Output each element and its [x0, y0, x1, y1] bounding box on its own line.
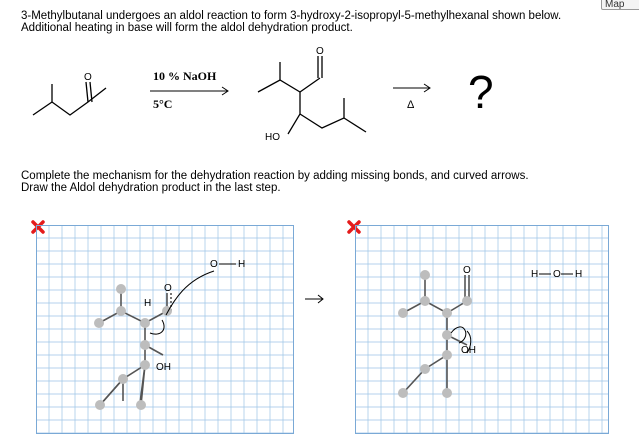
carbonyl-oxygen: O: [164, 283, 172, 294]
product-carbonyl-oxygen-label: O: [316, 46, 324, 57]
alpha-hydrogen: H: [144, 298, 152, 309]
reagent-label: 10 % NaOH: [153, 69, 217, 83]
reaction-scheme: [0, 40, 639, 170]
instructions-line-2: Draw the Aldol dehydration product in the last step.: [21, 182, 281, 194]
delta-label: Δ: [407, 99, 415, 111]
carbonyl-oxygen-label: O: [84, 72, 92, 83]
intro-line-1: 3-Methylbutanal undergoes an aldol reaction to form 3-hydroxy-2-isopropyl-5-methylhexanal shown below.: [21, 10, 562, 22]
3-methylbutanal-structure: [33, 82, 106, 115]
water-oxygen: O: [553, 269, 561, 280]
mechanism-canvas-step-2[interactable]: [355, 225, 609, 434]
aldol-product-structure: [258, 56, 366, 134]
step-arrow: [303, 293, 327, 305]
water-hydrogen-2: H: [575, 269, 583, 280]
hydroxide-hydrogen: H: [238, 259, 246, 270]
carbonyl-oxygen: O: [463, 265, 471, 276]
grid: [355, 225, 609, 434]
intro-line-2: Additional heating in base will form the aldol dehydration product.: [21, 22, 353, 34]
water-hydrogen-1: H: [531, 269, 539, 280]
unknown-product-question-mark: ?: [468, 66, 494, 118]
grid: [36, 225, 294, 434]
temperature-label: 5°C: [153, 97, 173, 111]
hydroxide-oxygen: O: [210, 259, 218, 270]
instructions-line-1: Complete the mechanism for the dehydration reaction by adding missing bonds, and curved arrows.: [21, 170, 529, 182]
hydroxyl-group: OH: [461, 345, 476, 356]
map-button[interactable]: Map: [601, 0, 639, 10]
mechanism-canvas-step-1[interactable]: [36, 225, 294, 434]
hydroxyl-group: OH: [156, 362, 171, 373]
hydroxyl-label: HO: [265, 132, 280, 143]
